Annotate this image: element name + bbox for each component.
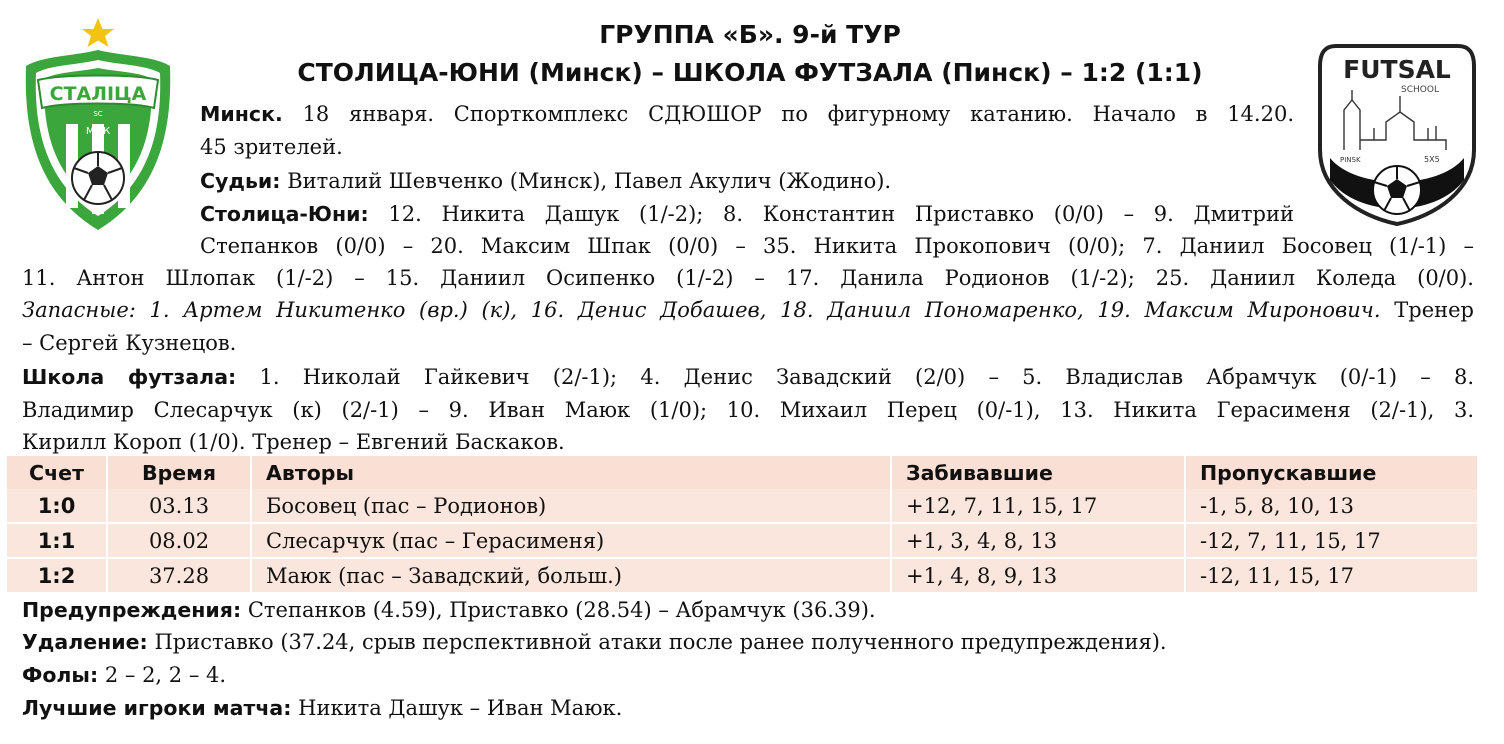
team1-line2: Степанков (0/0) – 20. Максим Шпак (0/0) – 35. Никита Прокопович (0/0); 7. Даниил Босовец (1/-1) – (200, 234, 1474, 258)
venue-line (200, 99, 1294, 129)
header-time: Время (107, 456, 251, 489)
city-label: Минск. (200, 102, 283, 126)
table-header-row (7, 456, 1477, 489)
table-row (7, 523, 1477, 558)
fouls-line (22, 660, 226, 690)
row-scored: +12, 7, 11, 15, 17 (891, 489, 1185, 523)
row-author: Босовец (пас – Родионов) (251, 489, 891, 523)
logo-right-small3: 5X5 (1424, 155, 1440, 164)
best-players-label: Лучшие игроки матча: (22, 696, 292, 720)
best-players-text: Никита Дашук – Иван Маюк. (298, 696, 623, 720)
row-conceded: -1, 5, 8, 10, 13 (1185, 489, 1477, 523)
best-players-line (22, 693, 622, 723)
header-authors: Авторы (251, 456, 891, 489)
removal-text: Приставко (37.24, срыв перспективной атаки после ранее полученного предупреждения). (154, 630, 1167, 654)
team1-label: Столица-Юни: (200, 202, 369, 226)
warnings-line (22, 595, 876, 625)
team1-line3: 11. Антон Шлопак (1/-2) – 15. Даниил Осипенко (1/-2) – 17. Данила Родионов (1/-2); 25. Даниил Коледа (0/0). (22, 266, 1474, 290)
city-text: 18 января. Спорткомплекс СДЮШОР по фигурному катанию. Начало в 14.20. (302, 102, 1294, 126)
row-author: Слесарчук (пас – Герасименя) (251, 523, 891, 558)
row-conceded: -12, 11, 15, 17 (1185, 558, 1477, 592)
team1-text-1: 12. Никита Дашук (1/-2); 8. Константин Приставко (0/0) – 9. Дмитрий (388, 202, 1294, 226)
row-time: 37.28 (107, 558, 251, 592)
team2-line1 (22, 362, 1474, 392)
star-icon (82, 18, 114, 47)
row-score: 1:1 (7, 523, 107, 558)
header-score: Счет (29, 460, 84, 485)
team2-text-1: 1. Николай Гайкевич (2/-1); 4. Денис Завадский (2/0) – 5. Владислав Абрамчук (0/-1) – 8. (259, 365, 1474, 389)
logo-right-text: FUTSAL (1343, 55, 1451, 84)
fouls-label: Фолы: (22, 663, 99, 687)
logo-right-small2: PINSK (1340, 156, 1361, 164)
team1-subs: Запасные: 1. Артем Никитенко (вр.) (к), 16. Денис Добашев, 18. Даниил Пономаренко, 19. Максим Миронович. (22, 298, 1381, 322)
team2-line2: Владимир Слесарчук (к) (2/-1) – 9. Иван Маюк (1/0); 10. Михаил Перец (0/-1), 13. Никита Герасименя (2/-1), 3. (22, 398, 1474, 422)
header-conceded: Пропускавшие (1185, 456, 1477, 489)
team2-label: Школа футзала: (22, 365, 237, 389)
team1-coach-line: – Сергей Кузнецов. (22, 331, 237, 355)
stolitsa-club-logo (22, 16, 174, 236)
futsal-school-logo (1316, 40, 1478, 226)
soccer-ball-icon (1373, 166, 1421, 214)
soccer-ball-icon (72, 152, 124, 204)
row-scored: +1, 4, 8, 9, 13 (891, 558, 1185, 592)
logo-right-small1: SCHOOL (1401, 85, 1439, 95)
removal-line (22, 627, 1167, 657)
header-scored: Забивавшие (891, 456, 1185, 489)
removal-label: Удаление: (22, 630, 148, 654)
row-time: 08.02 (107, 523, 251, 558)
match-title: СТОЛИЦА-ЮНИ (Минск) – ШКОЛА ФУТЗАЛА (Пинск) – 1:2 (1:1) (297, 58, 1203, 87)
row-score: 1:2 (7, 558, 107, 592)
referees-text: Виталий Шевченко (Минск), Павел Акулич (Жодино). (287, 169, 892, 193)
referees-line (200, 166, 891, 196)
team2-line3: Кирилл Короп (1/0). Тренер – Евгений Баскаков. (22, 430, 565, 454)
team1-subs-line (22, 295, 1474, 325)
warnings-text: Степанков (4.59), Приставко (28.54) – Абрамчук (36.39). (247, 598, 876, 622)
table-row (7, 558, 1477, 592)
row-time: 03.13 (107, 489, 251, 523)
fouls-text: 2 – 2, 2 – 4. (104, 663, 227, 687)
spectators-line: 45 зрителей. (200, 135, 343, 159)
row-score: 1:0 (37, 493, 76, 518)
logo-left-small2: МФК (85, 126, 111, 137)
row-conceded: -12, 7, 11, 15, 17 (1185, 523, 1477, 558)
referees-label: Судьи: (200, 169, 281, 193)
row-scored: +1, 3, 4, 8, 13 (891, 523, 1185, 558)
logo-left-text: СТАЛІЦА (49, 83, 147, 105)
logo-left-small1: SC (93, 110, 103, 118)
goals-table (7, 456, 1477, 592)
team1-line1 (200, 199, 1294, 229)
team1-coach-a: Тренер (1394, 298, 1474, 322)
warnings-label: Предупреждения: (22, 598, 242, 622)
row-author: Маюк (пас – Завадский, больш.) (251, 558, 891, 592)
round-title: ГРУППА «Б». 9-й ТУР (599, 20, 901, 49)
table-row (7, 489, 1477, 523)
